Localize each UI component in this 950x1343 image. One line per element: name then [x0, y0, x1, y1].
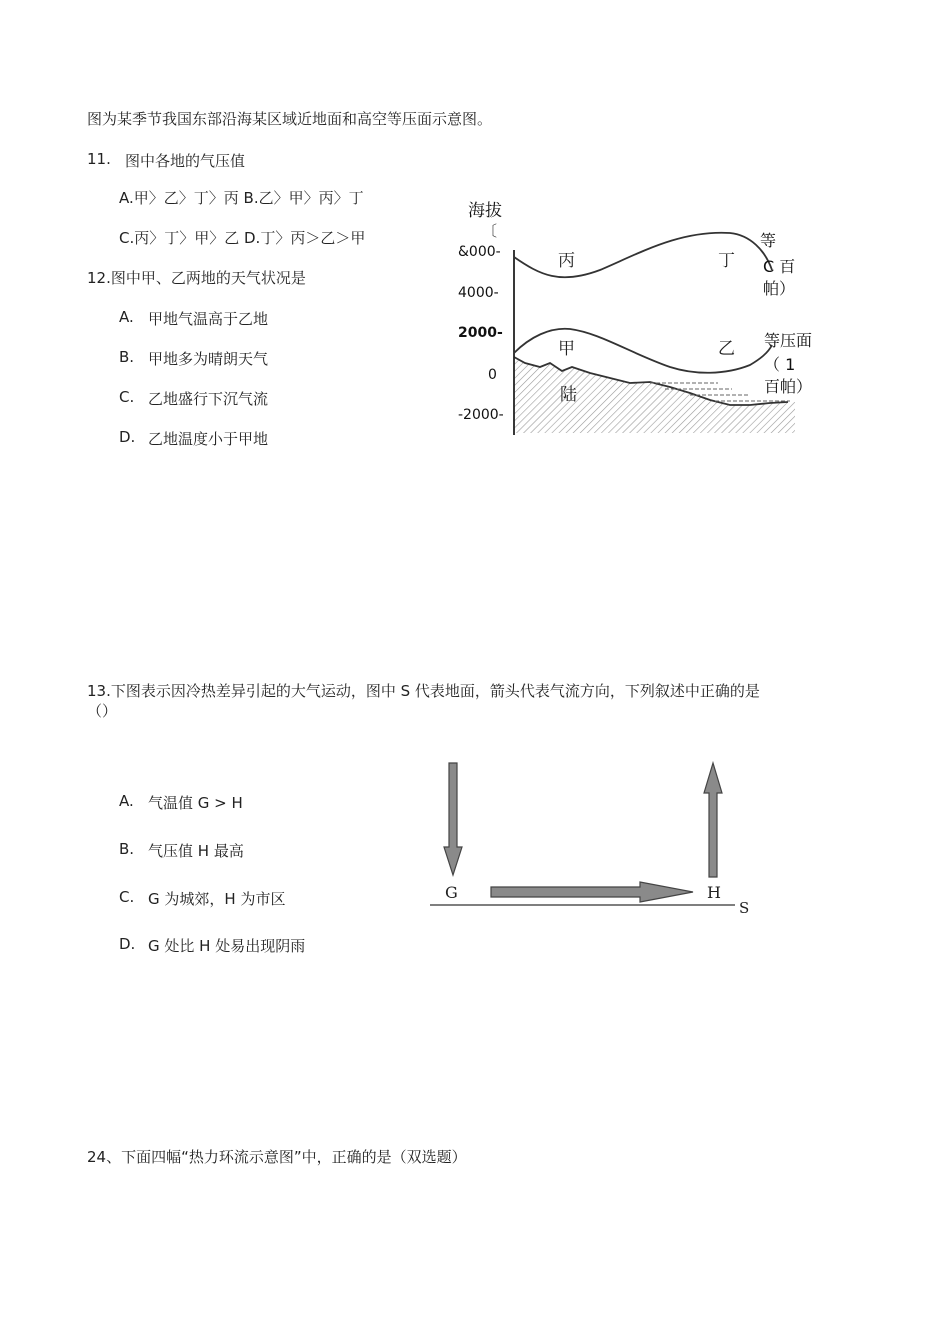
label-yi: 乙 — [718, 339, 735, 359]
q12-option-b-text: 甲地多为晴朗天气 — [148, 350, 269, 368]
y-axis-title: 海拔 — [468, 201, 502, 221]
q12-option-c-letter: C. — [119, 388, 135, 406]
q24-stem: 24、下面四幅“热力环流示意图”中，正确的是（双选题） — [87, 1148, 467, 1166]
q11-stem: 图中各地的气压值 — [125, 152, 246, 170]
label-bing: 丙 — [558, 251, 575, 271]
q13-stem-line1: 13.下图表示因冷热差异引起的大气运动，图中 S 代表地面，箭头代表气流方向，下列叙述中正确的是 — [87, 682, 760, 700]
label-g: G — [445, 883, 458, 902]
q12-option-a-letter: A. — [119, 308, 134, 326]
isobar-diagram — [450, 195, 830, 445]
upper-isobar-label-3: 帕） — [763, 279, 796, 298]
q12-option-d-text: 乙地温度小于甲地 — [148, 430, 269, 448]
q13-option-d-letter: D. — [119, 935, 136, 953]
label-land: 陆 — [560, 385, 577, 405]
tick-minus-2000: -2000- — [458, 407, 504, 423]
down-arrow — [444, 763, 462, 875]
lower-isobar-label-1: 等压面 — [764, 331, 813, 350]
tick-0: 0 — [488, 367, 497, 383]
label-s: S — [739, 899, 750, 917]
upper-isobar-label-1: 等 — [760, 231, 777, 250]
upper-isobar-label-2: C 百 — [763, 257, 796, 276]
intro-text: 图为某季节我国东部沿海某区域近地面和高空等压面示意图。 — [87, 110, 493, 128]
y-axis-bracket: 〔 — [482, 222, 498, 240]
q13-stem-line2: （） — [87, 702, 118, 720]
q13-option-d-text: G 处比 H 处易出现阴雨 — [148, 937, 306, 955]
horizontal-arrow — [491, 882, 693, 902]
q13-option-b-letter: B. — [119, 840, 135, 858]
label-jia: 甲 — [558, 339, 575, 359]
q13-option-c-text: G 为城郊，H 为市区 — [148, 890, 286, 908]
up-arrow — [704, 763, 722, 877]
q11-options-line2: C.丙〉丁〉甲〉乙 D.丁〉丙＞乙＞甲 — [119, 229, 366, 247]
q12-option-c-text: 乙地盛行下沉气流 — [148, 390, 269, 408]
label-ding: 丁 — [718, 251, 735, 271]
q12-option-b-letter: B. — [119, 348, 135, 366]
tick-4000: 4000- — [458, 285, 499, 301]
q11-options-line1: A.甲〉乙〉丁〉丙 B.乙〉甲〉丙〉丁 — [119, 189, 364, 207]
land-area — [514, 357, 795, 433]
tick-2000: 2000- — [458, 325, 503, 341]
q12-stem: 12.图中甲、乙两地的天气状况是 — [87, 269, 306, 287]
q13-option-a-letter: A. — [119, 792, 134, 810]
q13-option-c-letter: C. — [119, 888, 135, 906]
q12-option-a-text: 甲地气温高于乙地 — [148, 310, 269, 328]
q13-option-a-text: 气温值 G > H — [148, 794, 243, 812]
q12-option-d-letter: D. — [119, 428, 136, 446]
lower-isobar-label-2: （ 1 — [764, 355, 796, 374]
lower-isobar-label-3: 百帕） — [764, 377, 813, 396]
airflow-diagram — [425, 755, 765, 925]
tick-top: &000- — [458, 244, 501, 260]
q11-number: 11. — [87, 150, 111, 168]
label-h: H — [707, 883, 721, 902]
q13-option-b-text: 气压值 H 最高 — [148, 842, 244, 860]
